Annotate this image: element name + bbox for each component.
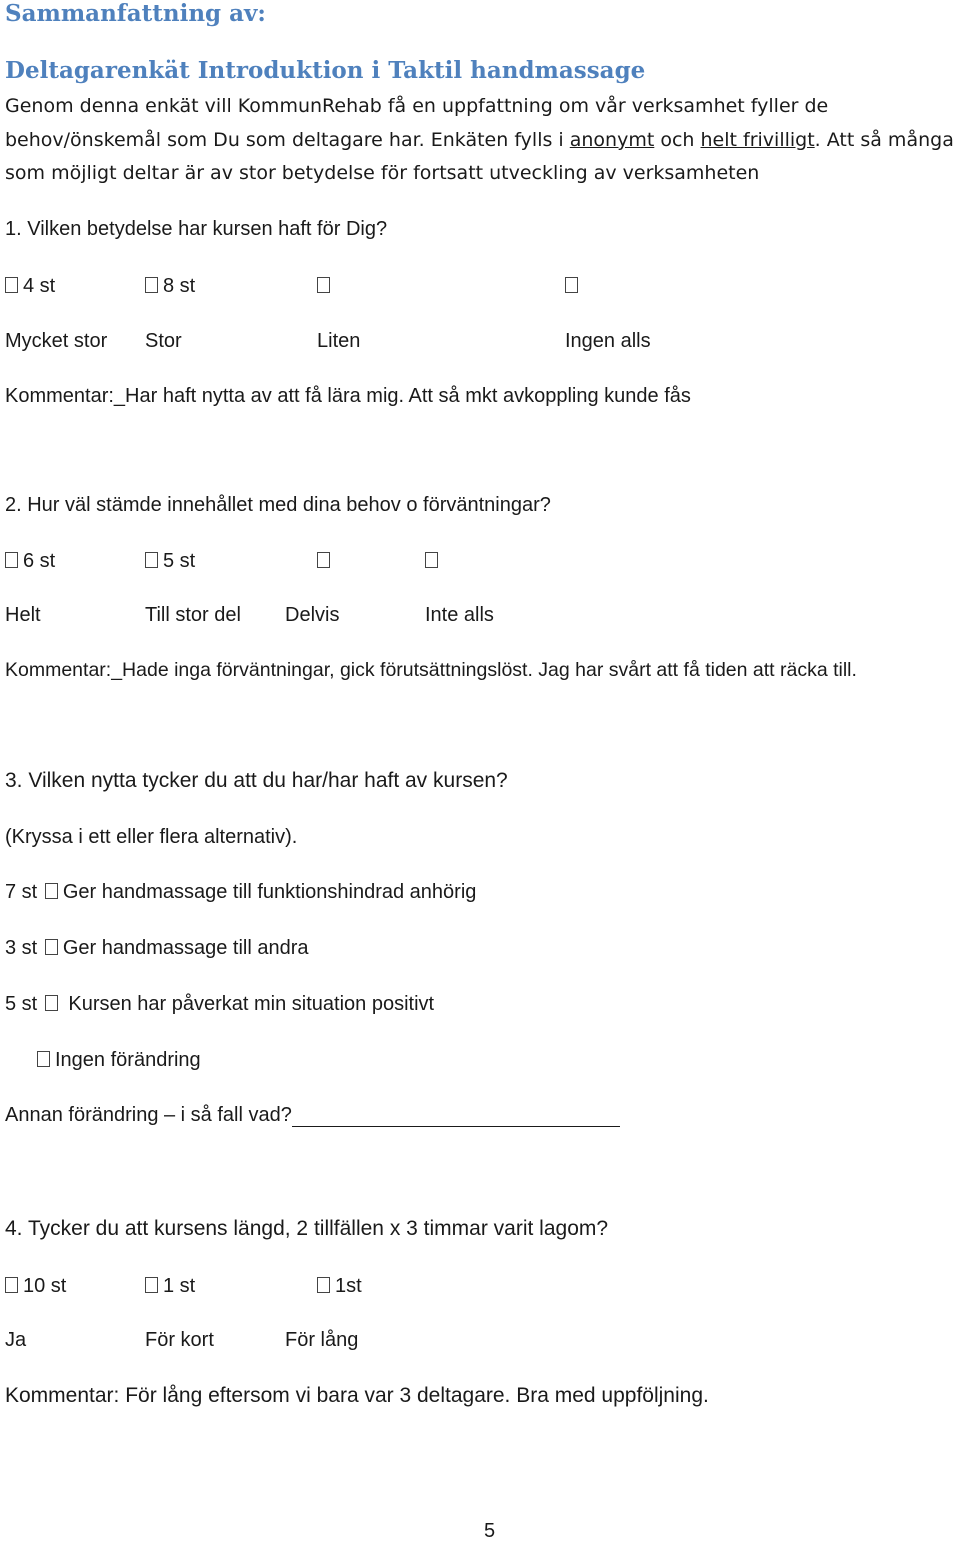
q2-option-label-1: Helt	[5, 604, 41, 626]
q4-count-1: 10 st	[23, 1275, 67, 1297]
q2-option-label-3: Delvis	[285, 604, 340, 626]
checkbox-icon	[5, 277, 18, 293]
checkbox-icon	[317, 1277, 330, 1293]
summary-title: Sammanfattning av:	[5, 0, 266, 27]
checkbox-icon	[317, 552, 330, 568]
q2-option-2-checkbox[interactable]	[145, 550, 195, 573]
q4-option-label-1: Ja	[5, 1329, 27, 1351]
checkbox-icon	[45, 939, 58, 955]
page-number: 5	[484, 1520, 496, 1542]
checkbox-icon	[145, 277, 158, 293]
q4-option-3-checkbox[interactable]	[317, 1275, 362, 1298]
q3-item-3[interactable]	[5, 993, 434, 1016]
checkbox-icon	[37, 1051, 50, 1067]
q3-item-2-label: Ger handmassage till andra	[62, 937, 309, 959]
checkbox-icon	[45, 995, 58, 1011]
q4-options-row	[5, 1329, 905, 1355]
intro-line-2-part-a: behov/önskemål som Du som deltagare har. Enkäten fylls i	[5, 129, 570, 151]
q3-item-4[interactable]	[37, 1049, 201, 1072]
checkbox-icon	[425, 552, 438, 568]
q2-comment: Kommentar:_Hade inga förväntningar, gick förutsättningslöst. Jag har svårt att få tiden att räcka till.	[5, 659, 857, 681]
q3-other-row	[5, 1104, 620, 1127]
q3-question: 3. Vilken nytta tycker du att du har/har haft av kursen?	[5, 769, 508, 792]
q3-item-1-count: 7 st	[5, 881, 38, 903]
intro-line-1: Genom denna enkät vill KommunRehab få en uppfattning om vår verksamhet fyller de	[5, 95, 829, 117]
checkbox-icon	[145, 1277, 158, 1293]
q4-count-2: 1 st	[163, 1275, 196, 1297]
checkbox-icon	[317, 277, 330, 293]
q3-item-1[interactable]	[5, 881, 476, 904]
q2-count-row	[5, 550, 905, 576]
q3-item-4-label: Ingen förändring	[55, 1049, 201, 1071]
q4-option-label-2: För kort	[145, 1329, 214, 1351]
q2-question: 2. Hur väl stämde innehållet med dina behov o förväntningar?	[5, 494, 551, 516]
checkbox-icon	[565, 277, 578, 293]
checkbox-icon	[5, 552, 18, 568]
q1-option-label-1: Mycket stor	[5, 330, 108, 352]
q4-count-row	[5, 1275, 905, 1301]
intro-line-3: som möjligt deltar är av stor betydelse för fortsatt utveckling av verksamheten	[5, 162, 760, 184]
survey-title: Deltagarenkät Introduktion i Taktil handmassage	[5, 57, 646, 84]
q2-option-1-checkbox[interactable]	[5, 550, 55, 573]
q4-count-3: 1st	[335, 1275, 362, 1297]
q1-options-row	[5, 330, 905, 356]
q3-item-3-count: 5 st	[5, 993, 38, 1015]
q3-item-1-label: Ger handmassage till funktionshindrad anhörig	[62, 881, 477, 903]
q3-other-input-line[interactable]	[292, 1106, 620, 1127]
q2-option-label-4: Inte alls	[425, 604, 494, 626]
q1-option-2-checkbox[interactable]	[145, 275, 195, 298]
checkbox-icon	[5, 1277, 18, 1293]
q1-count-2: 8 st	[163, 275, 196, 297]
q3-hint: (Kryssa i ett eller flera alternativ).	[5, 826, 298, 848]
q2-option-label-2: Till stor del	[145, 604, 241, 626]
q4-comment: Kommentar: För lång eftersom vi bara var 3 deltagare. Bra med uppföljning.	[5, 1384, 709, 1407]
q1-option-1-checkbox[interactable]	[5, 275, 55, 298]
intro-line-2	[5, 129, 954, 151]
q1-option-3-checkbox[interactable]	[317, 275, 335, 298]
q2-options-row	[5, 604, 905, 630]
q1-count-row	[5, 275, 905, 301]
voluntary-text: helt frivilligt	[700, 129, 815, 151]
q1-option-label-3: Liten	[317, 330, 361, 352]
q2-count-1: 6 st	[23, 550, 56, 572]
q4-option-label-3: För lång	[285, 1329, 359, 1351]
intro-line-2-part-b: och	[654, 129, 701, 151]
q4-question: 4. Tycker du att kursens längd, 2 tillfällen x 3 timmar varit lagom?	[5, 1217, 609, 1240]
q4-option-2-checkbox[interactable]	[145, 1275, 195, 1298]
intro-line-2-part-c: . Att så många	[814, 129, 954, 151]
q3-item-2-count: 3 st	[5, 937, 38, 959]
q2-option-3-checkbox[interactable]	[317, 550, 335, 573]
q1-option-label-4: Ingen alls	[565, 330, 651, 352]
q1-option-4-checkbox[interactable]	[565, 275, 583, 298]
q2-count-2: 5 st	[163, 550, 196, 572]
q1-count-1: 4 st	[23, 275, 56, 297]
checkbox-icon	[45, 883, 58, 899]
q2-option-4-checkbox[interactable]	[425, 550, 443, 573]
anonymous-text: anonymt	[569, 129, 655, 151]
q3-item-3-label: Kursen har påverkat min situation positivt	[62, 993, 435, 1015]
q3-item-2[interactable]	[5, 937, 309, 960]
checkbox-icon	[145, 552, 158, 568]
q4-option-1-checkbox[interactable]	[5, 1275, 66, 1298]
q1-comment: Kommentar:_Har haft nytta av att få lära mig. Att så mkt avkoppling kunde fås	[5, 385, 691, 407]
q1-question: 1. Vilken betydelse har kursen haft för Dig?	[5, 218, 388, 240]
q3-other-label: Annan förändring – i så fall vad?	[5, 1104, 292, 1126]
q1-option-label-2: Stor	[145, 330, 182, 352]
